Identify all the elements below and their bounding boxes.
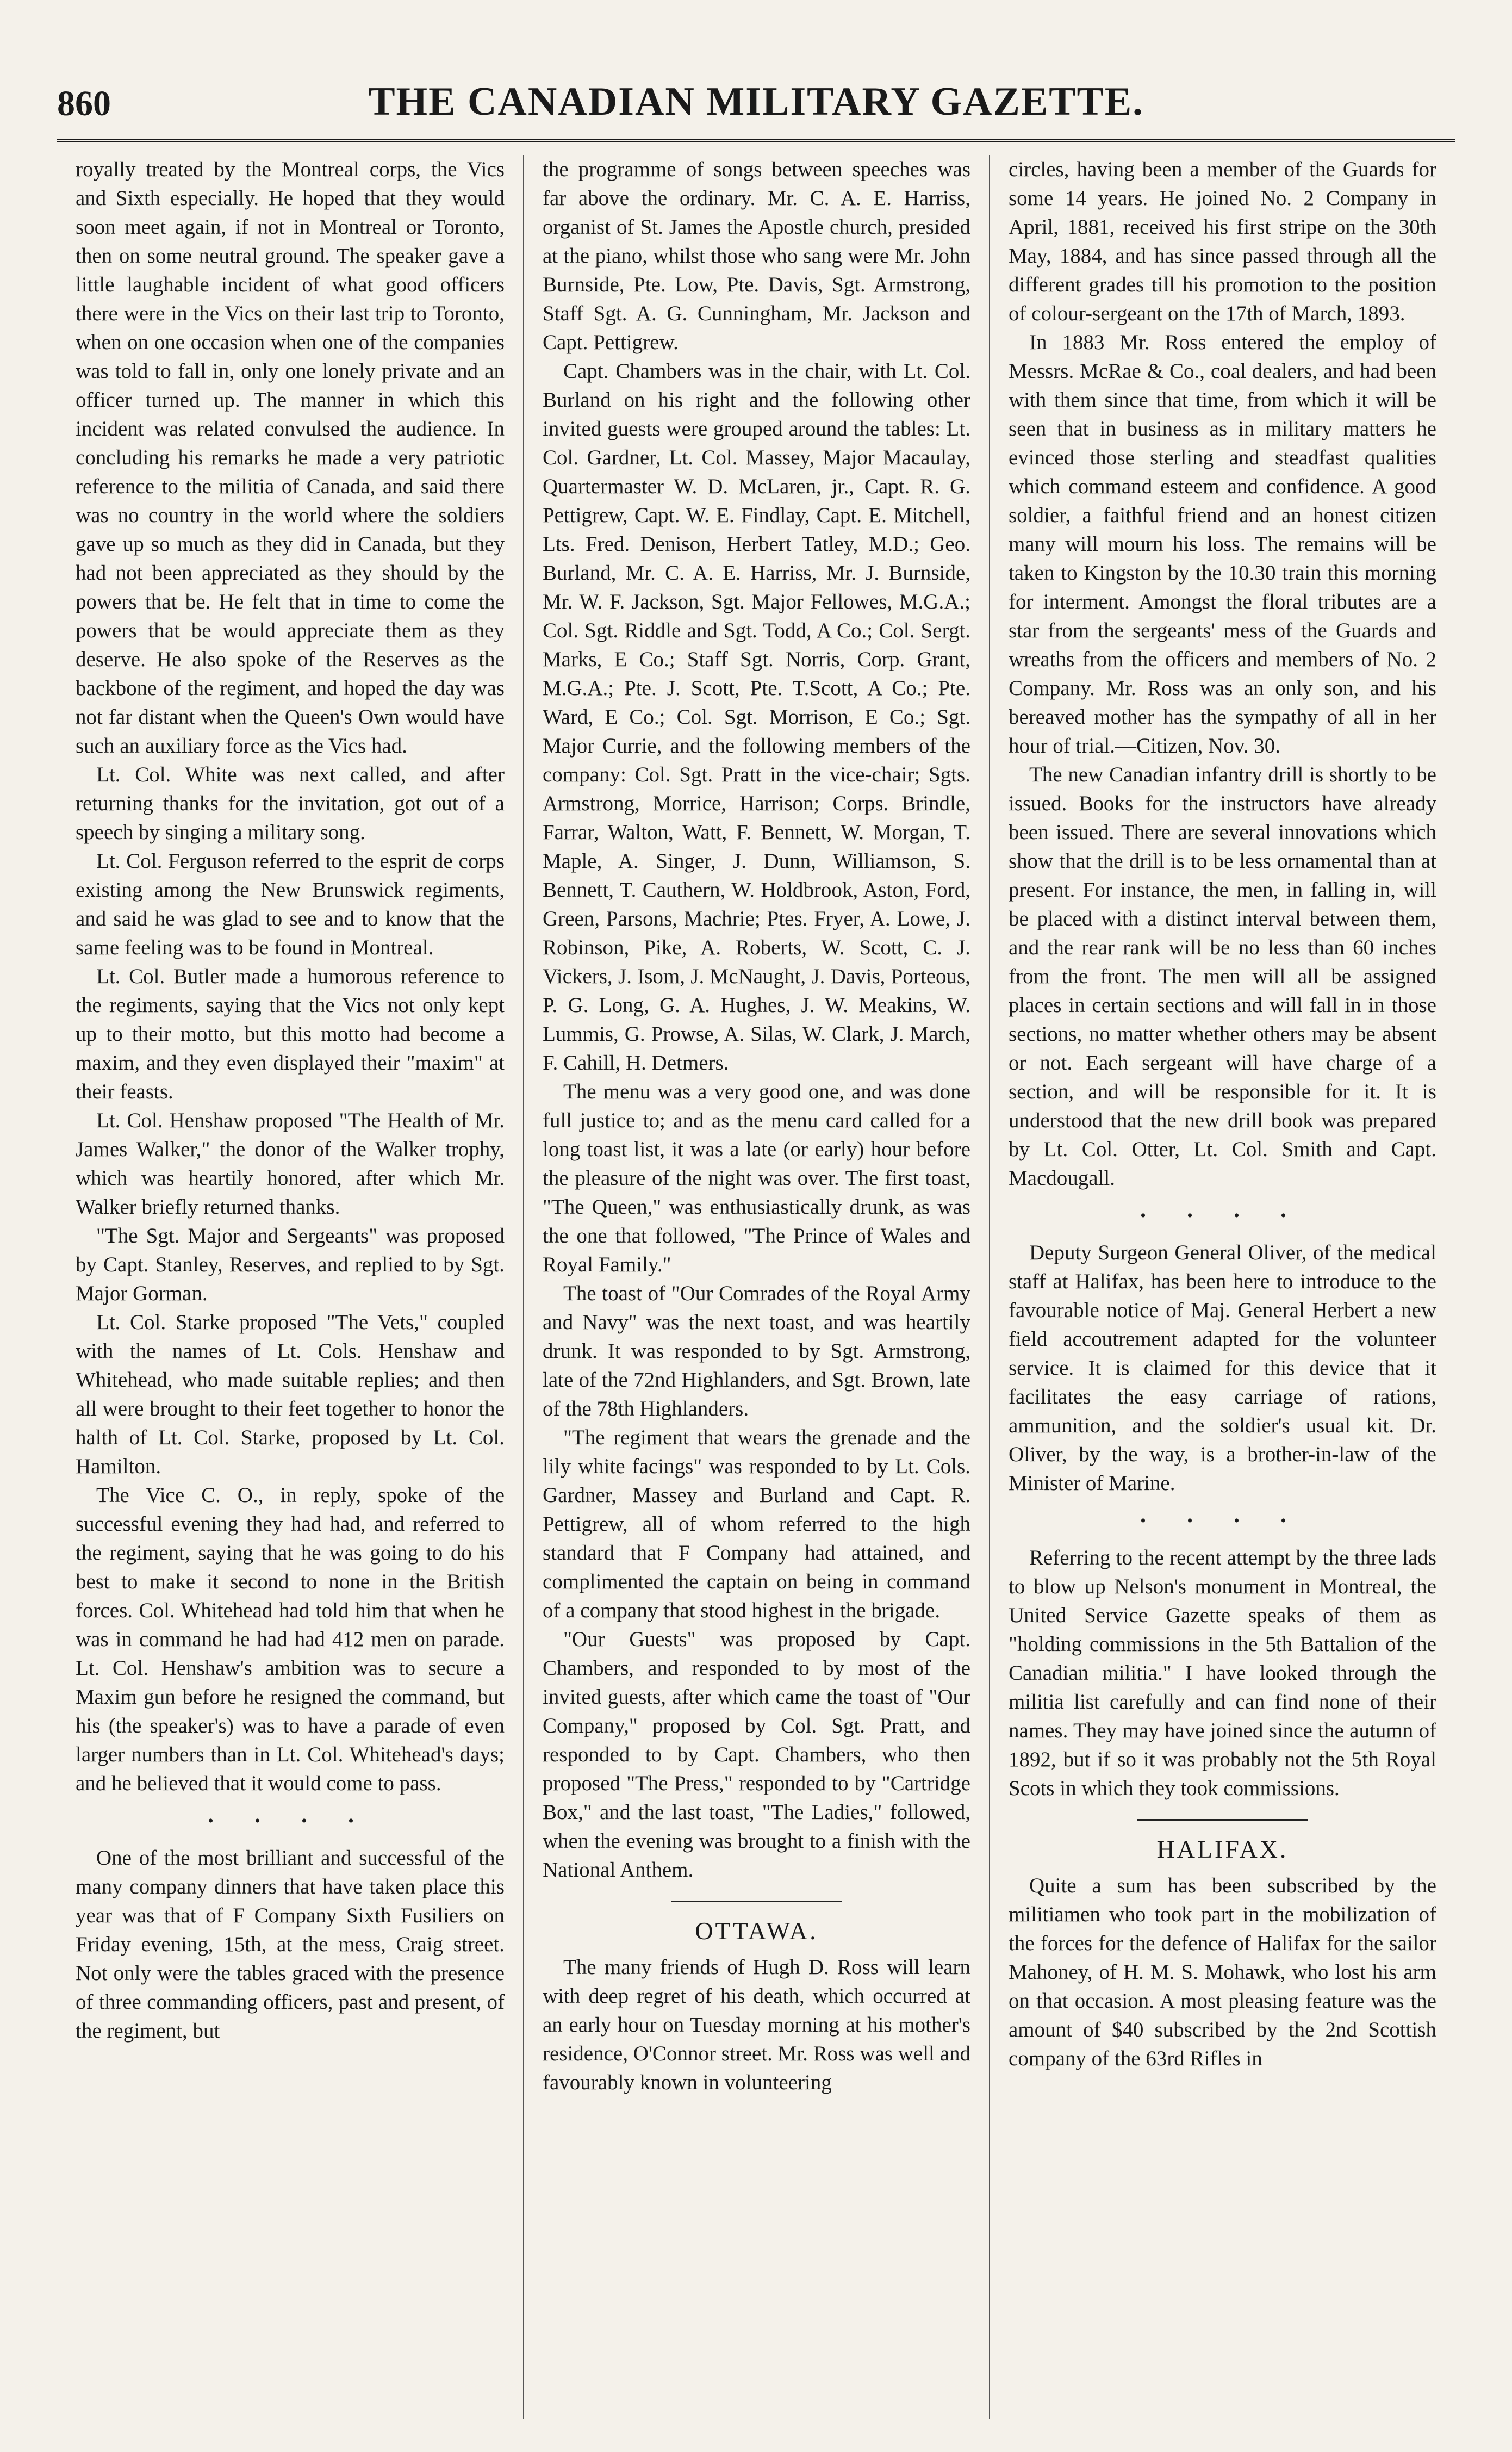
paragraph: Lt. Col. Ferguson referred to the esprit de corps existing among the New Brunswick regiments, and said he was glad to see and to know that the same feeling was to be found in Montreal. [76, 849, 505, 959]
paragraph: The Vice C. O., in reply, spoke of the successful evening they had had, and referred to the regiment, saying that he was going to do his best to make it second to none in the British forces. Col. Whitehead had told him that when he was in command he had had 412 men on parade. Lt. Col. Henshaw's ambition was to secure a Maxim gun before he resigned the command, but his (the speaker's) was to have a parade of even larger numbers than in Lt. Col. Whitehead's days; and he believed that it would come to pass. [76, 1483, 505, 1795]
paragraph: Quite a sum has been subscribed by the militiamen who took part in the mobilization of the forces for the defence of Halifax for the sailor Mahoney, of H. M. S. Mohawk, who lost his arm on that occasion. A most pleasing feature was the amount of $40 subscribed by the 2nd Scottish company of the 63rd Rifles in [1008, 1874, 1436, 2070]
paragraph: The many friends of Hugh D. Ross will learn with deep regret of his death, which occurred at an early hour on Tuesday morning at his mother's residence, O'Connor street. Mr. Ross was well and favourably known in volunteering [542, 1956, 970, 2094]
section-separator: • • • • [1140, 1512, 1305, 1530]
paragraph: The new Canadian infantry drill is shortly to be issued. Books for the instructors have already been issued. There are several innovations which show that the drill is to be less ornamental than at present. For instance, the men, in falling in, will be placed with a distinct interval between them, and the rear rank will be no less than 60 inches from the front. The men will all be assigned places in certain sections and will fall in in those sections, no matter whether others may be absent or not. Each sergeant will have charge of a section, and will be responsible for it. It is understood that the new drill book was prepared by Lt. Col. Otter, Lt. Col. Smith and Capt. Macdougall. [1008, 763, 1436, 1190]
column-2 [523, 155, 989, 2419]
section-separator: • • • • [208, 1812, 372, 1830]
paragraph: Deputy Surgeon General Oliver, of the medical staff at Halifax, has been here to introduce to the favourable notice of Maj. General Herbert a new field accoutrement adapted for the volunteer service. It is claimed for this device that it facilitates the easy carriage of rations, ammunition, and the soldier's usual kit. Dr. Oliver, by the way, is a brother-in-law of the Minister of Marine. [1008, 1241, 1436, 1495]
column-1 [57, 155, 523, 2419]
paragraph: Lt. Col. Butler made a humorous reference to the regiments, saying that the Vics not only kept up to their motto, but this motto had become a maxim, and they even displayed their "maxim" at their feasts. [76, 965, 505, 1103]
paragraph: Lt. Col. Starke proposed "The Vets," coupled with the names of Lt. Cols. Henshaw and Whitehead, who made suitable replies; and then all were brought to their feet together to honor the halth of Lt. Col. Starke, proposed by Lt. Col. Hamilton. [76, 1311, 505, 1478]
paragraph: "Our Guests" was proposed by Capt. Chambers, and responded to by most of the invited guests, after which came the toast of "Our Company," proposed by Col. Sgt. Pratt, and responded to by Capt. Chambers, who then proposed "The Press," responded to by "Cartridge Box," and the last toast, "The Ladies," followed, when the evening was brought to a finish with the National Anthem. [542, 1628, 970, 1882]
paragraph: royally treated by the Montreal corps, the Vics and Sixth especially. He hoped that they would soon meet again, if not in Montreal or Toronto, then on some neutral ground. The speaker gave a little laughable incident of what good officers there were in the Vics on their last trip to Toronto, when on one occasion when one of the companies was told to fall in, only one lonely private and an officer turned up. The manner in which this incident was related convulsed the audience. In concluding his remarks he made a very patriotic reference to the militia of Canada, and said there was no country in the world where the soldiers gave up so much as they did in Canada, but they had not been appreciated as they should by the powers that be. He felt that in time to come the powers that be would appreciate them as they deserve. He also spoke of the Reserves as the backbone of the regiment, and hoped the day was not far distant when the Queen's Own would have such an auxiliary force as the Vics had. [76, 158, 505, 758]
paragraph: One of the most brilliant and successful of the many company dinners that have taken place this year was that of F Company Sixth Fusiliers on Friday evening, 15th, at the mess, Craig street. Not only were the tables graced with the presence of three commanding officers, past and present, of the regiment, but [76, 1846, 505, 2043]
section-separator: • • • • [1140, 1207, 1305, 1225]
paragraph: Referring to the recent attempt by the three lads to blow up Nelson's monument in Montreal, the United Service Gazette speaks of them as "holding commissions in the 5th Battalion of the Canadian militia." I have looked through the militia list carefully and can find none of their names. They may have joined since the autumn of 1892, but if so it was probably not the 5th Royal Scots in which they took commissions. [1008, 1546, 1436, 1800]
section-rule [671, 1901, 842, 1902]
paragraph: The menu was a very good one, and was done full justice to; and as the menu card called for a long toast list, it was a late (or early) hour before the pleasure of the night was over. The first toast, "The Queen," was enthusiastically drunk, as was the one that followed, "The Prince of Wales and Royal Family." [542, 1080, 970, 1276]
section-title-halifax: HALIFAX. [1156, 1835, 1289, 1863]
paragraph: circles, having been a member of the Guards for some 14 years. He joined No. 2 Company in April, 1881, received his first stripe on the 30th May, 1884, and has since passed through all the different grades till his promotion to the position of colour-sergeant on the 17th of March, 1893. [1008, 158, 1436, 325]
page-number: 860 [57, 84, 111, 123]
section-title-ottawa: OTTAWA. [695, 1917, 818, 1945]
paragraph: the programme of songs between speeches was far above the ordinary. Mr. C. A. E. Harriss, organist of St. James the Apostle church, presided at the piano, whilst those who sang were Mr. John Burnside, Pte. Low, Pte. Davis, Sgt. Armstrong, Staff Sgt. A. G. Cunningham, Mr. Jackson and Capt. Pettigrew. [542, 158, 970, 354]
article-columns [57, 155, 1455, 2419]
paragraph: "The Sgt. Major and Sergeants" was proposed by Capt. Stanley, Reserves, and replied to by Sgt. Major Gorman. [76, 1224, 505, 1305]
masthead-title: THE CANADIAN MILITARY GAZETTE. [368, 79, 1144, 124]
page-header [57, 73, 1455, 144]
paragraph: Lt. Col. White was next called, and after returning thanks for the invitation, got out of a speech by singing a military song. [76, 763, 505, 844]
paragraph: In 1883 Mr. Ross entered the employ of Messrs. McRae & Co., coal dealers, and had been with them since that time, from which it will be seen that in business as in military matters he evinced those sterling and steadfast qualities which command esteem and confidence. A good soldier, a faithful friend and an honest citizen many will mourn his loss. The remains will be taken to Kingston by the 10.30 train this morning for interment. Amongst the floral tributes are a star from the sergeants' mess of the Guards and wreaths from the officers and members of No. 2 Company. Mr. Ross was an only son, and his bereaved mother has the sympathy of all in her hour of trial.—Citizen, Nov. 30. [1008, 331, 1436, 758]
paragraph: The toast of "Our Comrades of the Royal Army and Navy" was the next toast, and was heartily drunk. It was responded to by Sgt. Armstrong, late of the 72nd Highlanders, and Sgt. Brown, late of the 78th Highlanders. [542, 1282, 970, 1420]
paragraph: "The regiment that wears the grenade and the lily white facings" was responded to by Lt. Cols. Gardner, Massey and Burland and Capt. R. Pettigrew, all of whom referred to the high standard that F Company had attained, and complimented the captain on being in command of a company that stood highest in the brigade. [542, 1426, 970, 1622]
column-3 [989, 155, 1455, 2419]
paragraph: Lt. Col. Henshaw proposed "The Health of Mr. James Walker," the donor of the Walker trophy, which was heartily honored, after which Mr. Walker briefly returned thanks. [76, 1109, 505, 1219]
paragraph: Capt. Chambers was in the chair, with Lt. Col. Burland on his right and the following other invited guests were grouped around the tables: Lt. Col. Gardner, Lt. Col. Massey, Major Macaulay, Quartermaster W. D. McLaren, jr., Capt. R. G. Pettigrew, Capt. W. E. Findlay, Capt. E. Mitchell, Lts. Fred. Denison, Herbert Tatley, M.D.; Geo. Burland, Mr. C. A. E. Harriss, Mr. J. Burnside, Mr. W. F. Jackson, Sgt. Major Fellowes, M.G.A.; Col. Sgt. Riddle and Sgt. Todd, A Co.; Col. Sergt. Marks, E Co.; Staff Sgt. Norris, Corp. Grant, M.G.A.; Pte. J. Scott, Pte. T.Scott, A Co.; Pte. Ward, E Co.; Col. Sgt. Morrison, E Co.; Sgt. Major Currie, and the following members of the company: Col. Sgt. Pratt in the vice-chair; Sgts. Armstrong, Morrice, Harrison; Corps. Brindle, Farrar, Walton, Watt, F. Bennett, W. Morgan, T. Maple, A. Singer, J. Dunn, Williamson, S. Bennett, T. Cauthern, W. Holdbrook, Aston, Ford, Green, Parsons, Machrie; Ptes. Fryer, A. Lowe, J. Robinson, Pike, A. Roberts, W. Scott, C. J. Vickers, J. Isom, J. McNaught, J. Davis, Porteous, P. G. Long, G. A. Hughes, J. W. Meakins, W. Lummis, G. Prowse, A. Silas, W. Clark, J. March, F. Cahill, H. Detmers. [542, 359, 970, 1075]
section-rule [1137, 1819, 1308, 1821]
header-rule [57, 139, 1455, 145]
